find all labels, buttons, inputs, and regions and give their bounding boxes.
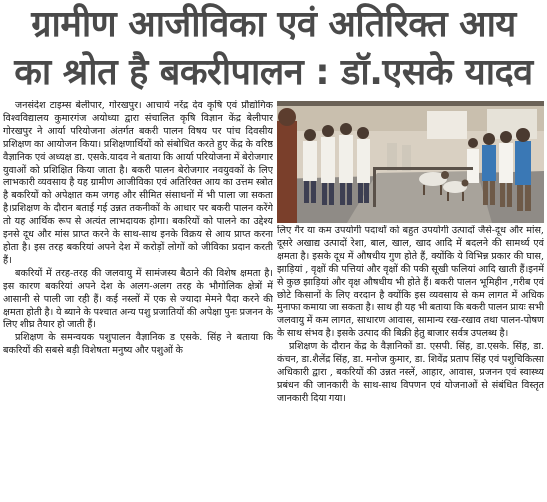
- article-column-left: [3, 100, 273, 500]
- article-paragraph: लिए गैर या कम उपयोगी पदार्थों को बहुत उपयोगी उत्पादों जैसे-दूध और मांस, दूसरे अखाद्य उत्पादों रेशा, बाल, खाल, खाद आदि में बदलने की सामर्थ्य एवं क्षमता है। इसके दूध में औषधीय गुण होते हैं, क्योंकि ये विभिन्न प्रकार की घास, झाड़ियां , वृक्षों की पत्तियां और वृक्षों की पकी सूखी फलियां आदि खाती हैं।इनमें से कुछ झाड़ियां और वृक्ष औषधीय भी होते हैं। बकरी पालन भूमिहीन ,गरीब एवं छोटे किसानों के लिए वरदान है क्योंकि इस व्यवसाय से कम लागत में अधिक मुनाफा कमाया जा सकता है। साथ ही यह भी बताया कि बकरी पालन प्रायः सभी जलवायु में कम लागत, साधारण आवास, सामान्य रख-रखाव तथा पालन-पोषण के साथ संभव है। इसके उत्पाद की बिक्री हेतु बाजार सर्वत्र उपलब्ध है।: [277, 225, 544, 340]
- article-column-right: [277, 225, 544, 500]
- headline-line-1: ग्रामीण आजीविका एवं अतिरिक्त आय: [31, 4, 516, 45]
- article-photo: [277, 101, 544, 223]
- article-paragraph: बकरियों में तरह-तरह की जलवायु में सामंजस्य बैठाने की विशेष क्षमता है। इस कारण बकरियां अपने देश के अलग-अलग तरह के भौगोलिक क्षेत्रों में आसानी से पाली जा रही हैं। कई नस्लों में एक से ज्यादा मेमने पैदा करने की क्षमता होती है। ये ब्याने के पश्चात अन्य पशु प्रजातियों की अपेक्षा पुनः प्रजनन के लिए शीघ्र तैयार हो जाती हैं।: [3, 267, 273, 331]
- article-paragraph: जनसंदेश टाइम्स बेलीपार, गोरखपुर। आचार्य नरेंद्र देव कृषि एवं प्रौद्योगिक विश्वविद्यालय कुमारगंज अयोध्या द्वारा संचालित कृषि विज्ञान केंद्र बेलीपार गोरखपुर ने आर्या परियोजना अंतर्गत बकरी पालन विषय पर पांच दिवसीय प्रशिक्षण का आयोजन किया। प्रशिक्षणार्थियों को संबोधित करते हुए केंद्र के वरिष्ठ वैज्ञानिक एवं अध्यक्ष डा. एसके.यादव ने बताया कि आर्या परियोजना में बेरोजगार युवाओं को प्रशिक्षित किया जाता है। बकरी पालन बेरोजगार नवयुवकों के लिए लाभकारी व्यवसाय है यह ग्रामीण आजीविका एवं अतिरिक्त आय का उत्तम स्त्रोत है बकरियों को अपेक्षात कम जगह और सीमित संसाधनों में भी पाला जा सकता है।प्रशिक्षण के दौरान बताई गई उन्नत तकनीकों के आधार पर बकरी पालन करेंगे तो यह आर्थिक रूप से अत्यंत लाभदायक होगा। बकरियों को पालने का उद्देश्य इनसे दूध और मांस प्राप्त करने के साथ-साथ इनके विक्रय से आय प्राप्त करना होता है। इस तरह बकरियां अपने देश में करोड़ों लोगों को जीविका प्रदान करती हैं।: [3, 100, 273, 266]
- article-paragraph: प्रशिक्षण के समन्वयक पशुपालन वैज्ञानिक ड एसके. सिंह ने बताया कि बकरियों की सबसे बड़ी विशेषता मनुष्य और पशुओं के: [3, 332, 273, 357]
- article-paragraph: प्रशिक्षण के दौरान केंद्र के वैज्ञानिकों डा. एसपी. सिंह, डा.एसके. सिंह, डा. कंचन, डा.शैलेंद्र सिंह, डा. मनोज कुमार, डा. शिवेंद्र प्रताप सिंह एवं पशुचिकित्सा अधिकारी द्वारा , बकरियों की उन्नत नस्लें, आहार, आवास, प्रजनन एवं स्वास्थ्य प्रबंधन की जानकारी के साथ-साथ विपणन एवं योजनाओं से संबंधित विस्तृत जानकारी दिया गया।: [277, 341, 544, 404]
- headline-line-2: का श्रोत है बकरीपालन : डॉ.एसके यादव: [14, 52, 533, 93]
